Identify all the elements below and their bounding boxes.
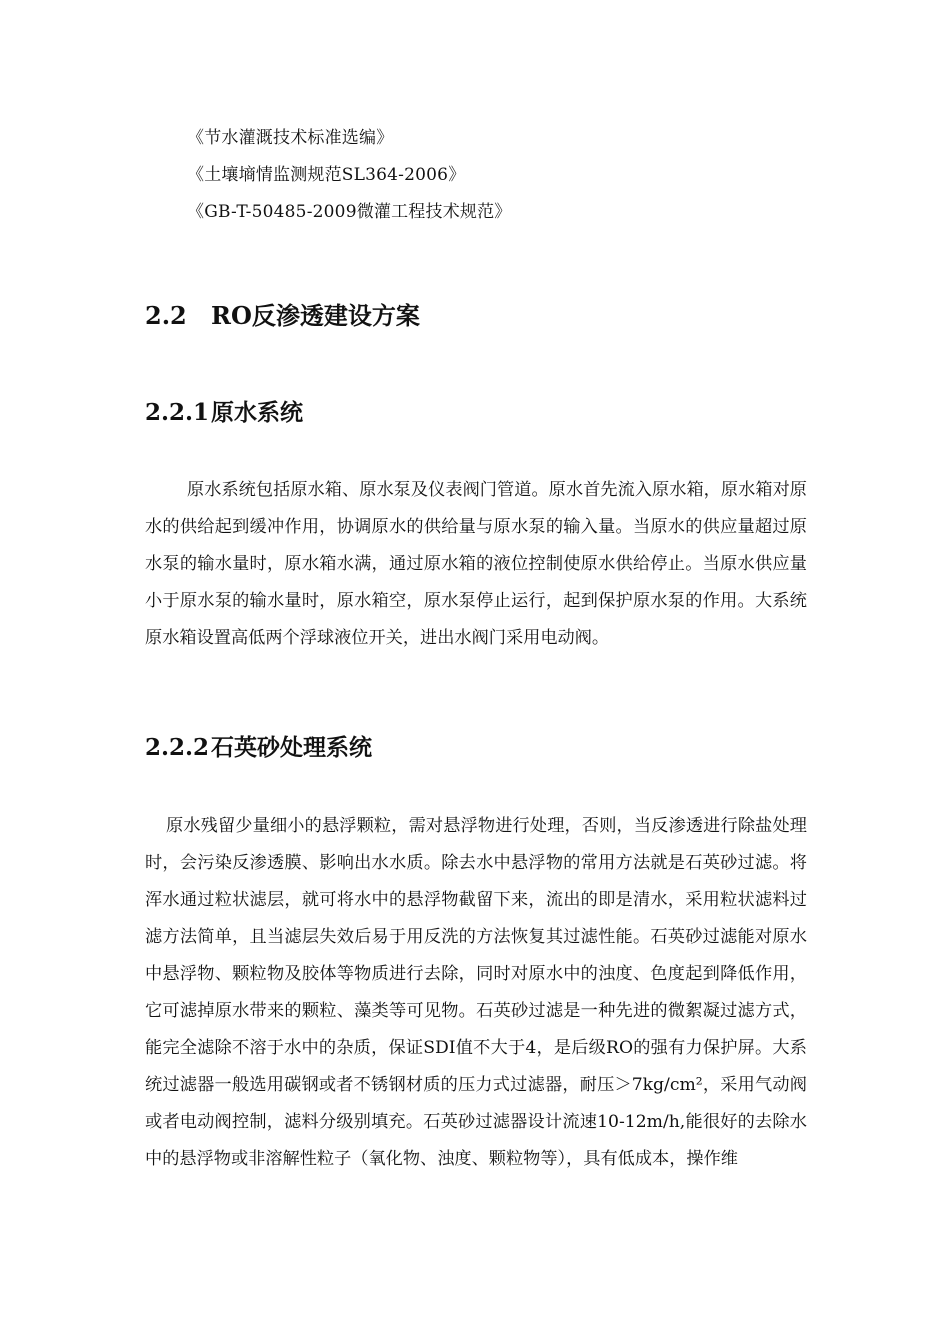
reference-item: 《节水灌溉技术标准选编》 bbox=[187, 128, 394, 148]
section-heading bbox=[145, 296, 420, 331]
subsection-number: 2.2.2 bbox=[145, 734, 210, 761]
subsection-heading-quartz-sand bbox=[145, 729, 372, 762]
subsection-title: 石英砂处理系统 bbox=[211, 734, 372, 761]
reference-item: 《GB-T-50485-2009微灌工程技术规范》 bbox=[187, 202, 512, 222]
paragraph-raw-water: 原水系统包括原水箱、原水泵及仪表阀门管道。原水首先流入原水箱，原水箱对原水的供给起到缓冲作用，协调原水的供给量与原水泵的输入量。当原水的供应量超过原水泵的输水量时，原水箱水满，通过原水箱的液位控制使原水供给停止。当原水供应量小于原水泵的输水量时，原水箱空，原水泵停止运行，起到保护原水泵的作用。大系统原水箱设置高低两个浮球液位开关，进出水阀门采用电动阀。 bbox=[145, 480, 807, 648]
section-title: RO反渗透建设方案 bbox=[211, 301, 420, 330]
reference-item: 《土壤墒情监测规范SL364-2006》 bbox=[187, 165, 466, 185]
subsection-heading-raw-water bbox=[145, 394, 303, 427]
paragraph-quartz-sand: 原水残留少量细小的悬浮颗粒，需对悬浮物进行处理，否则，当反渗透进行除盐处理时，会污染反渗透膜、影响出水水质。除去水中悬浮物的常用方法就是石英砂过滤。将浑水通过粒状滤层，就可将水中的悬浮物截留下来，流出的即是清水，采用粒状滤料过滤方法简单，且当滤层失效后易于用反洗的方法恢复其过滤性能。石英砂过滤能对原水中悬浮物、颗粒物及胶体等物质进行去除，同时对原水中的浊度、色度起到降低作用，它可滤掉原水带来的颗粒、藻类等可见物。石英砂过滤是一种先进的微絮凝过滤方式，能完全滤除不溶于水中的杂质，保证SDI值不大于4，是后级RO的强有力保护屏。大系统过滤器一般选用碳钢或者不锈钢材质的压力式过滤器，耐压＞7kg/cm²，采用气动阀或者电动阀控制，滤料分级别填充。石英砂过滤器设计流速10-12m/h,能很好的去除水中的悬浮物或非溶解性粒子（氧化物、浊度、颗粒物等），具有低成本，操作维 bbox=[145, 816, 807, 1169]
section-number: 2.2 bbox=[145, 301, 187, 330]
subsection-number: 2.2.1 bbox=[145, 399, 210, 426]
reference-list bbox=[187, 120, 512, 231]
subsection-title: 原水系统 bbox=[211, 399, 303, 426]
